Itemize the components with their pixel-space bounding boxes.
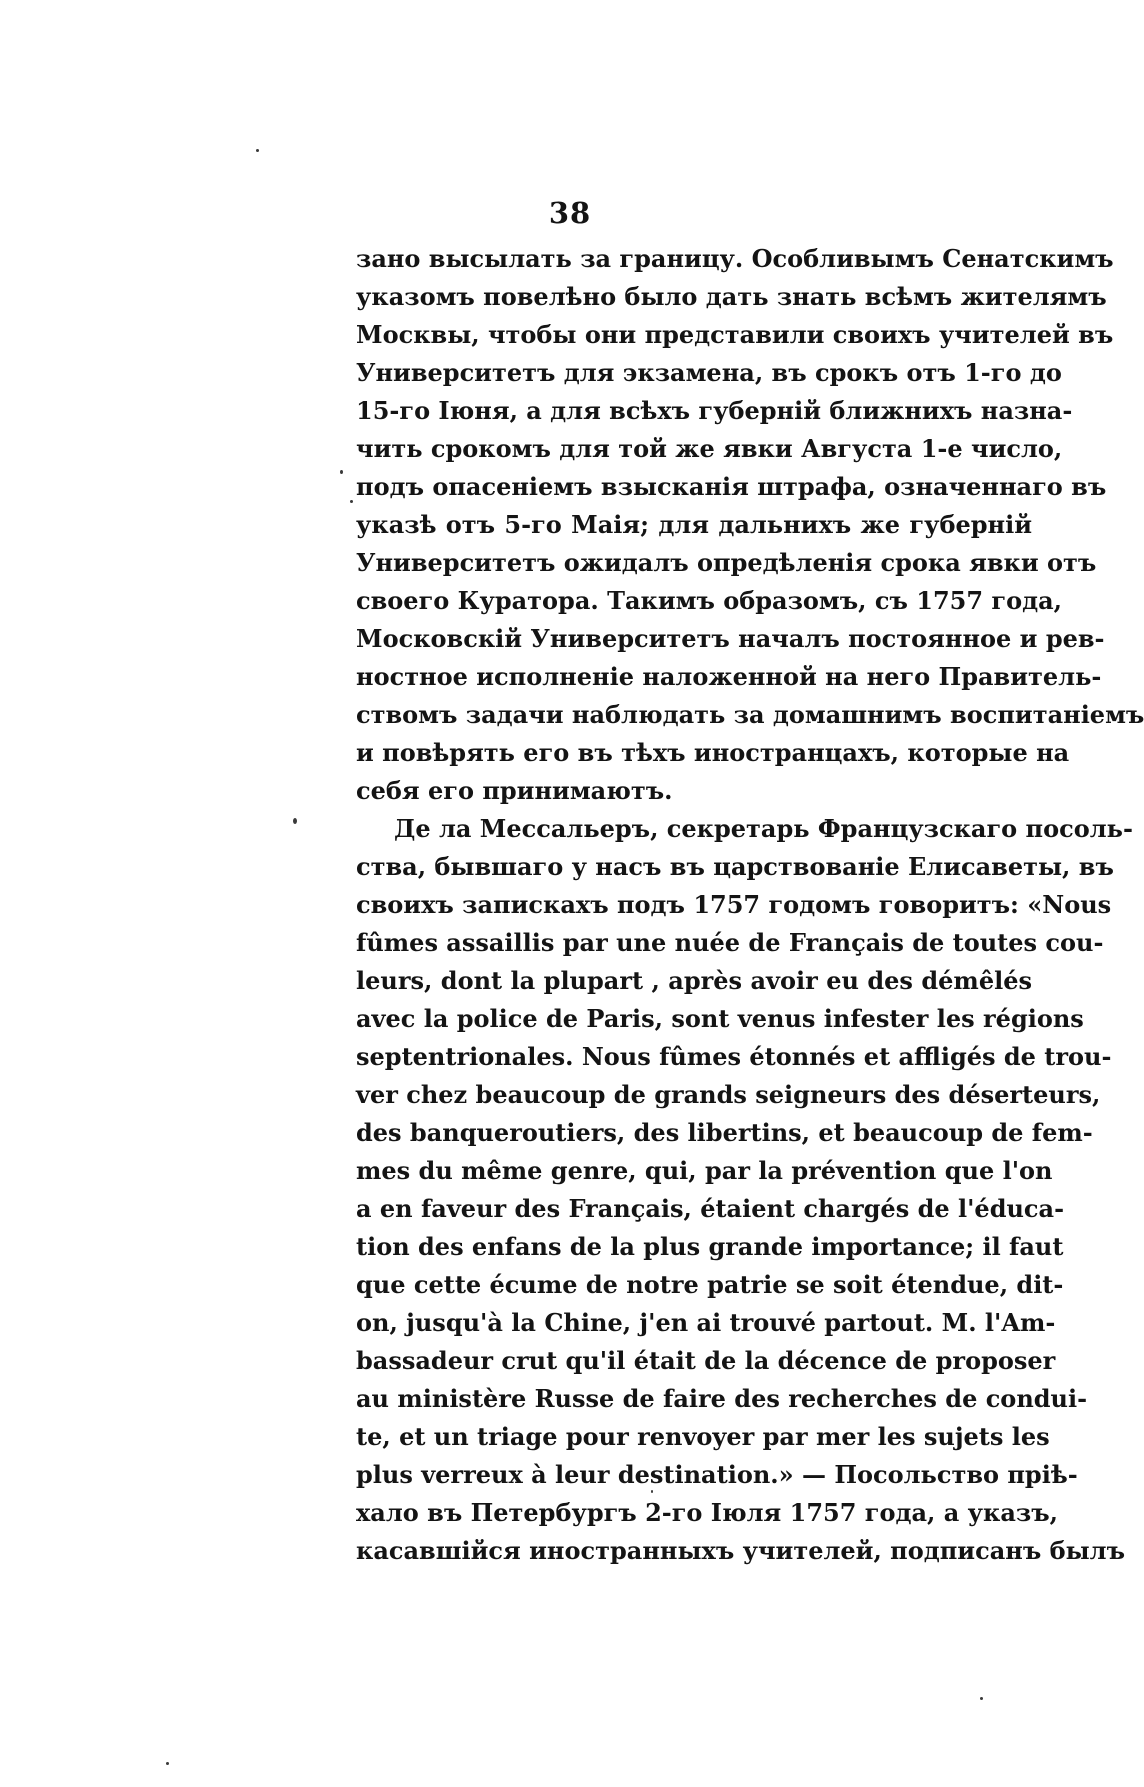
scan-speck <box>166 1762 169 1765</box>
text-line: fûmes assaillis par une nuée de Français de toutes cou- <box>356 928 1104 957</box>
text-line: Москвы, чтобы они представили своихъ учителей въ <box>356 320 1114 349</box>
text-line: plus verreux à leur destination.» — Посольство прiѣ- <box>356 1460 1078 1489</box>
text-line: Университетъ для экзамена, въ срокъ отъ 1-го до <box>356 358 1062 387</box>
text-line: и повѣрять его въ тѣхъ иностранцахъ, которые на <box>356 738 1070 767</box>
text-line: хало въ Петербургъ 2-го Іюля 1757 года, а указъ, <box>356 1498 1058 1527</box>
text-line: подъ опасеніемъ взысканія штрафа, означеннаго въ <box>356 472 1107 501</box>
text-line: ver chez beaucoup de grands seigneurs des déserteurs, <box>356 1080 1101 1109</box>
text-line: on, jusqu'à la Chine, j'en ai trouvé partout. M. l'Am- <box>356 1308 1056 1337</box>
text-line: зано высылать за границу. Особливымъ Сенатскимъ <box>356 244 1114 273</box>
text-line: своихъ запискахъ подъ 1757 годомъ говоритъ: «Nous <box>356 890 1112 919</box>
paragraph-start-line: Де ла Мессальеръ, секретарь Французскаго посоль- <box>394 814 1133 843</box>
text-line: des banqueroutiers, des libertins, et beaucoup de fem- <box>356 1118 1093 1147</box>
text-line: leurs, dont la plupart , après avoir eu des démêlés <box>356 966 1032 995</box>
text-line: касавшійся иностранныхъ учителей, подписанъ былъ <box>356 1536 1125 1565</box>
text-line: себя его принимаютъ. <box>356 776 673 805</box>
text-line: указомъ повелѣно было дать знать всѣмъ жителямъ <box>356 282 1107 311</box>
scan-speck <box>980 1697 983 1700</box>
scan-speck <box>293 818 297 824</box>
text-line: au ministère Russe de faire des recherches de condui- <box>356 1384 1088 1413</box>
text-line: mes du même genre, qui, par la prévention que l'on <box>356 1156 1053 1185</box>
text-line: чить срокомъ для той же явки Августа 1-е число, <box>356 434 1063 463</box>
page-number: 38 <box>548 196 592 230</box>
text-line: bassadeur crut qu'il était de la décence de proposer <box>356 1346 1056 1375</box>
text-line: Университетъ ожидалъ опредѣленія срока явки отъ <box>356 548 1097 577</box>
text-line: te, et un triage pour renvoyer par mer les sujets les <box>356 1422 1050 1451</box>
text-line: septentrionales. Nous fûmes étonnés et affligés de trou- <box>356 1042 1112 1071</box>
text-line: avec la police de Paris, sont venus infester les régions <box>356 1004 1084 1033</box>
text-line: ствомъ задачи наблюдать за домашнимъ воспитаніемъ <box>356 700 1144 729</box>
text-line: ства, бывшаго у насъ въ царствованіе Елисаветы, въ <box>356 852 1114 881</box>
scan-speck <box>340 470 343 474</box>
text-line: Московскій Университетъ началъ постоянное и рев- <box>356 624 1105 653</box>
text-line: tion des enfans de la plus grande importance; il faut <box>356 1232 1064 1261</box>
text-line: ностное исполненіе наложенной на него Правитель- <box>356 662 1102 691</box>
scan-speck <box>256 149 259 152</box>
body-text <box>356 240 1144 1570</box>
text-line: a en faveur des Français, étaient chargés de l'éduca- <box>356 1194 1065 1223</box>
scan-speck <box>350 500 353 503</box>
text-line: 15-го Іюня, а для всѣхъ губерній ближнихъ назна- <box>356 396 1073 425</box>
scan-speck <box>651 1490 653 1493</box>
text-line: que cette écume de notre patrie se soit étendue, dit- <box>356 1270 1064 1299</box>
text-line: своего Куратора. Такимъ образомъ, съ 1757 года, <box>356 586 1063 615</box>
text-line: указѣ отъ 5-го Маія; для дальнихъ же губерній <box>356 510 1032 539</box>
